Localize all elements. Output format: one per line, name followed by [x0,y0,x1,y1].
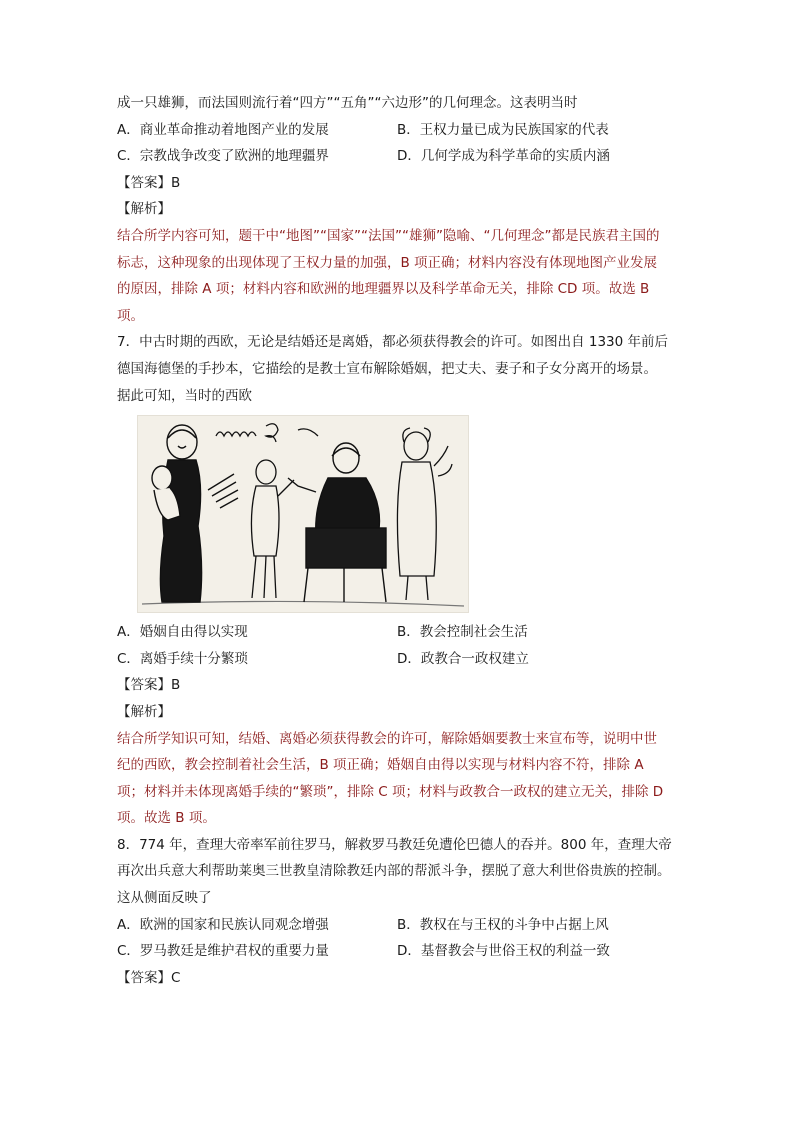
q8-stem-line: 8．774 年，查理大帝率军前往罗马，解救罗马教廷免遭伦巴德人的吞并。800 年，查理大帝 [117,836,672,853]
q6-analysis-title: 【解析】 [117,201,171,218]
q7-option-b[interactable]: B．教会控制社会生活 [397,624,528,641]
q7-option-c[interactable]: C．离婚手续十分繁琐 [117,650,248,667]
q6-analysis-line: 结合所学内容可知，题干中“地图”“国家”“法国”“雄狮”隐喻、“几何理念”都是民族君主国的 [117,227,660,244]
q8-stem-line: 这从侧面反映了 [117,890,212,907]
document-page [117,90,683,991]
q7-option-d[interactable]: D．政教合一政权建立 [397,650,529,667]
q7-options-row-2 [117,646,683,673]
q7-stem-line: 德国海德堡的手抄本，它描绘的是教士宣布解除婚姻，把丈夫、妻子和子女分离开的场景。 [117,360,657,377]
q8-stem-line: 再次出兵意大利帮助莱奥三世教皇清除教廷内部的帮派斗争，摆脱了意大利世俗贵族的控制。 [117,863,671,880]
q8-options-row-1 [117,912,683,939]
manuscript-illustration [137,415,469,613]
q6-option-d[interactable]: D．几何学成为科学革命的实质内涵 [397,148,610,165]
q7-option-a[interactable]: A．婚姻自由得以实现 [117,624,248,641]
manuscript-drawing [138,416,468,612]
q6-analysis-line: 标志，这种现象的出现体现了王权力量的加强，B 项正确；材料内容没有体现地图产业发展 [117,254,658,271]
q7-stem-line: 据此可知，当时的西欧 [117,387,252,404]
q7-analysis-line: 纪的西欧，教会控制着社会生活，B 项正确；婚姻自由得以实现与材料内容不符，排除 A [117,757,644,774]
q7-answer: 【答案】B [117,677,181,694]
q7-analysis-line: 结合所学知识可知，结婚、离婚必须获得教会的许可，解除婚姻要教士来宣布等，说明中世 [117,730,657,747]
q8-option-c[interactable]: C．罗马教廷是维护君权的重要力量 [117,943,329,960]
q7-stem-line: 7．中古时期的西欧，无论是结婚还是离婚，都必须获得教会的许可。如图出自 1330 年前后 [117,334,669,351]
q6-option-c[interactable]: C．宗教战争改变了欧洲的地理疆界 [117,148,329,165]
q7-analysis-line: 项。故选 B 项。 [117,810,216,827]
q6-answer: 【答案】B [117,174,181,191]
q7-analysis-title: 【解析】 [117,703,171,720]
q8-option-d[interactable]: D．基督教会与世俗王权的利益一致 [397,943,610,960]
q7-options-row-1 [117,619,683,646]
q6-options-row-2 [117,143,683,170]
q6-analysis-line: 项。 [117,307,144,324]
q6-option-a[interactable]: A．商业革命推动着地图产业的发展 [117,121,329,138]
q6-analysis-line: 的原因，排除 A 项；材料内容和欧洲的地理疆界以及科学革命无关，排除 CD 项。故选 B [117,281,650,298]
q8-option-a[interactable]: A．欧洲的国家和民族认同观念增强 [117,916,329,933]
q8-option-b[interactable]: B．教权在与王权的斗争中占据上风 [397,916,609,933]
q6-options-row-1 [117,117,683,144]
q6-stem-tail: 成一只雄狮，而法国则流行着“四方”“五角”“六边形”的几何理念。这表明当时 [117,95,578,111]
q8-answer: 【答案】C [117,969,181,986]
q7-analysis-line: 项；材料并未体现离婚手续的“繁琐”，排除 C 项；材料与政教合一政权的建立无关，排除 D [117,783,664,800]
q8-options-row-2 [117,938,683,965]
q6-option-b[interactable]: B．王权力量已成为民族国家的代表 [397,121,609,138]
